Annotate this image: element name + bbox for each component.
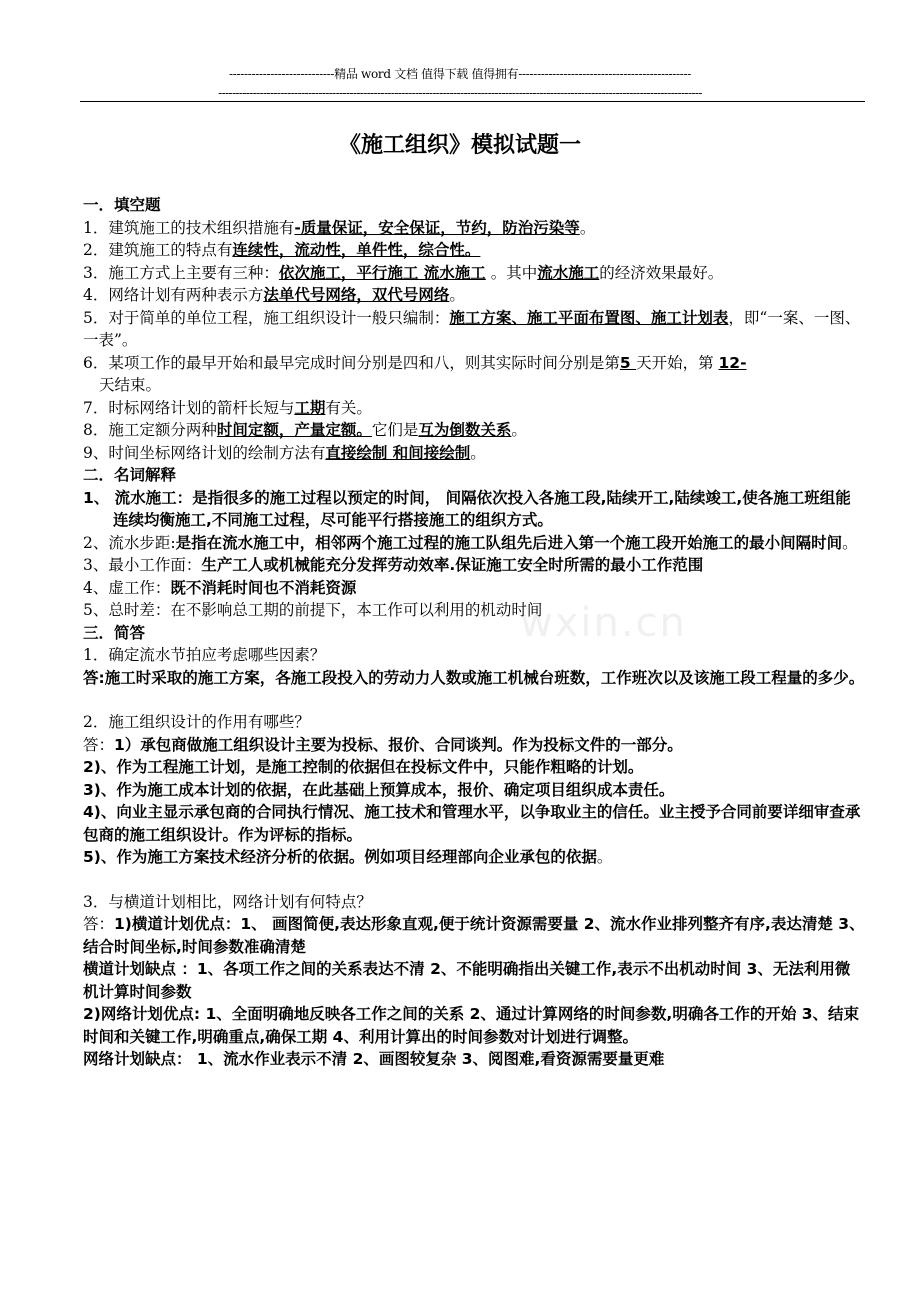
short-answer-2-line-4: 4)、向业主显示承包商的合同执行情况、施工技术和管理水平，以争取业主的信任。业主授予合同前要详细审查承包商的施工组织设计。作为评标的指标。 [83, 803, 861, 844]
short-answer-3-para-2: 横道计划缺点 ：1、各项工作之间的关系表达不清 2、不能明确指出关键工作,表示不出机动时间 3、无法利用微机计算时间参数 [83, 960, 851, 1001]
short-answer-2-line-5 [83, 846, 865, 869]
fill-question-5 [83, 307, 865, 352]
answer-text: 12- [718, 353, 747, 372]
section-heading-terms: 二．名词解释 [83, 466, 177, 484]
section-heading-short-answer: 三．简答 [83, 623, 146, 642]
question-text: 的经济效果最好。 [599, 263, 724, 282]
document-body [83, 194, 865, 1071]
question-text: 2．建筑施工的特点有 [83, 241, 233, 259]
term-3 [83, 554, 865, 577]
question-text: 8．施工定额分两种 [83, 421, 217, 439]
fill-question-7 [83, 397, 865, 420]
answer-text: 施工时采取的施工方案，各施工段投入的劳动力人数或施工机械台班数，工作班次以及该施工段工程量的多少。 [104, 668, 865, 687]
answer-text: 时间定额，产量定额。 [216, 421, 372, 439]
short-answer-3-para-1 [83, 913, 865, 958]
answer-punct: 。 [596, 848, 613, 866]
question-text: 有关。 [325, 398, 372, 417]
fill-question-6 [83, 352, 865, 397]
answer-label: 答： [83, 915, 115, 933]
question-text: 。 [470, 443, 486, 462]
short-question-3: 3．与横道计划相比，网络计划有何特点？ [83, 892, 372, 911]
fill-question-1 [83, 217, 865, 240]
question-text: ，即“一案、一图、一表”。 [83, 308, 861, 349]
question-text: 它们是 [371, 421, 419, 439]
question-text: 3．施工方式上主要有三种： [83, 263, 279, 282]
term-definition: 是指在流水施工中，相邻两个施工过程的施工队组先后进入第一个施工段开始施工的最小间隔时间 [175, 533, 843, 552]
answer-text: 1）承包商做施工组织设计主要为投标、报价、合同谈判。作为投标文件的一部分。 [114, 735, 683, 754]
question-text: 6．某项工作的最早开始和最早完成时间分别是四和八，则其实际时间分别是第 [83, 353, 620, 372]
answer-text: 1)横道计划优点：1、 画图简便,表达形象直观,便于统计资源需要量 2、流水作业排列整齐有序,表达清楚 3、结合时间坐标,时间参数准确清楚 [83, 915, 865, 956]
question-text: 天开始，第 [636, 353, 719, 372]
question-text: 天结束。 [99, 376, 162, 394]
term-5: 5、总时差：在不影响总工期的前提下，本工作可以利用的机动时间 [83, 601, 543, 619]
term-punct: 。 [842, 533, 858, 552]
question-text: 1．建筑施工的技术组织措施有 [83, 218, 295, 237]
question-text: 。 [449, 286, 465, 304]
question-text: 。 [511, 421, 527, 439]
question-text: 4．网络计划有两种表示方 [83, 286, 264, 304]
answer-label: 答: [83, 668, 105, 687]
term-4 [83, 577, 865, 600]
page-header-dash-line: -------------------------------------------------------------------------------------------------------------------------------------------- [218, 86, 702, 100]
question-text: 。其中 [485, 263, 538, 282]
fill-question-9 [83, 442, 865, 465]
answer-text: 工期 [294, 398, 326, 417]
fill-question-2 [83, 239, 865, 262]
short-question-1: 1．确定流水节拍应考虑哪些因素？ [83, 646, 326, 664]
answer-text: 施工方案、施工平面布置图、施工计划表 [449, 308, 729, 327]
fill-question-8 [83, 419, 865, 442]
document-title: 《施工组织》模拟试题一 [338, 133, 581, 158]
page-header-banner: ----------------------------精品 word 文档 值得下载 值得拥有---------------------------------------------- [228, 67, 692, 81]
answer-text: 法单代号网络，双代号网络 [263, 286, 450, 304]
question-text: 9、时间坐标网络计划的绘制方法有 [83, 443, 326, 462]
fill-question-4 [83, 284, 865, 307]
watermark: wxin.cn [520, 600, 687, 646]
question-text: 5．对于简单的单位工程，施工组织设计一般只编制： [83, 308, 450, 327]
answer-text: 互为倒数关系 [418, 421, 512, 439]
question-text: 。 [579, 218, 596, 237]
term-definition: 既不消耗时间也不消耗资源 [170, 578, 357, 597]
term-definition: 生产工人或机械能充分发挥劳动效率.保证施工安全时所需的最小工作范围 [201, 556, 704, 574]
spacer [83, 689, 865, 711]
answer-text: 5)、作为施工方案技术经济分析的依据。例如项目经理部向企业承包的依据 [83, 848, 597, 866]
answer-text: -质量保证，安全保证，节约，防治污染等 [294, 218, 580, 237]
answer-text: 流水施工 [537, 263, 600, 282]
short-answer-1 [83, 667, 865, 690]
term-label: 4、虚工作： [83, 578, 171, 597]
answer-text: 连续性，流动性，单件性，综合性。 [232, 241, 481, 259]
term-label: 3、最小工作面： [83, 556, 202, 574]
term-2 [83, 532, 865, 555]
answer-text: 5 [619, 353, 637, 372]
short-answer-2-line-3: 3)、作为施工成本计划的依据，在此基础上预算成本，报价、确定项目组织成本责任。 [83, 780, 675, 799]
short-answer-3-para-4: 网络计划缺点： 1、流水作业表示不清 2、画图较复杂 3、阅图难,看资源需要量更难 [83, 1050, 665, 1068]
answer-label: 答： [83, 735, 115, 754]
term-1 [83, 487, 865, 532]
short-answer-3-para-3: 2)网络计划优点: 1、全面明确地反映各工作之间的关系 2、通过计算网络的时间参数,明确各工作的开始 3、结束时间和关键工作,明确重点,确保工期 4、利用计算出的时间参数对计划进行调整。 [83, 1005, 860, 1046]
short-answer-2-line-2: 2)、作为工程施工计划，是施工控制的依据但在投标文件中，只能作粗略的计划。 [83, 758, 644, 776]
spacer [83, 869, 865, 891]
short-answer-2-line-1 [83, 734, 865, 757]
answer-text: 直接绘制 和间接绘制 [325, 443, 471, 462]
fill-question-3 [83, 262, 865, 285]
term-definition: 是指很多的施工过程以预定的时间， 间隔依次投入各施工段,陆续开工,陆续竣工,使各施工班组能连续均衡施工,不同施工过程，尽可能平行搭接施工的组织方式。 [113, 488, 851, 529]
question-text: 7．时标网络计划的箭杆长短与 [83, 398, 295, 417]
section-heading-fill-blank: 一．填空题 [83, 196, 161, 214]
term-label: 2、流水步距: [83, 533, 176, 552]
header-rule [80, 101, 865, 102]
answer-text: 依次施工，平行施工 流水施工 [278, 263, 486, 282]
term-label: 1、 流水施工： [83, 488, 193, 507]
short-question-2: 2．施工组织设计的作用有哪些？ [83, 713, 310, 731]
